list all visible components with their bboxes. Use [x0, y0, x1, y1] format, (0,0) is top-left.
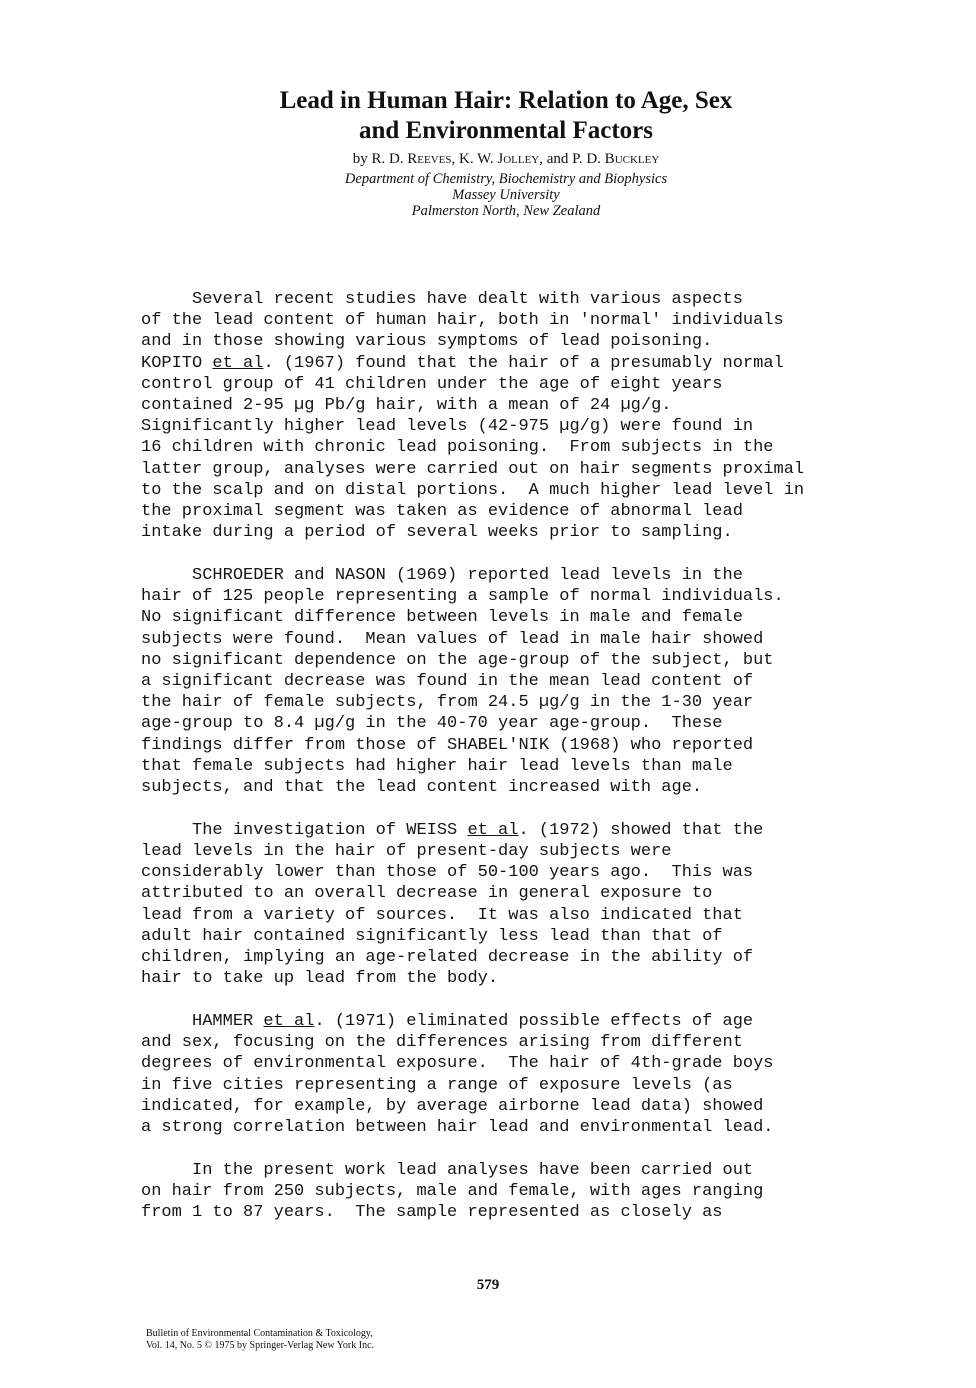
text-line: to the scalp and on distal portions. A much higher lead level in	[141, 480, 805, 500]
title-line-1: Lead in Human Hair: Relation to Age, Sex	[279, 87, 733, 114]
paragraph	[141, 1160, 921, 1224]
paragraph	[141, 289, 921, 543]
text-line: hair to take up lead from the body.	[141, 969, 499, 989]
text-line: degrees of environmental exposure. The hair of 4th-grade boys	[141, 1054, 774, 1074]
author-3: P. D. Buckley	[572, 151, 660, 167]
text-line: a significant decrease was found in the mean lead content of	[141, 672, 754, 692]
text-line: age-group to 8.4 µg/g in the 40-70 year age-group. These	[141, 714, 723, 734]
text-line: from 1 to 87 years. The sample represented as closely as	[141, 1203, 723, 1223]
author-2: K. W. Jolley	[459, 151, 540, 167]
et-al-underline: et al	[263, 1012, 315, 1032]
text-line: contained 2-95 µg Pb/g hair, with a mean of 24 µg/g.	[141, 396, 672, 416]
et-al-underline: et al	[212, 353, 264, 373]
author-separator-1: ,	[451, 151, 460, 167]
text-line: HAMMER et al. (1971) eliminated possible effects of age	[141, 1012, 754, 1032]
author-byline	[150, 150, 862, 169]
affiliation-location: Palmerston North, New Zealand	[411, 203, 601, 219]
author-1: R. D. Reeves	[371, 151, 452, 167]
text-line: attributed to an overall decrease in general exposure to	[141, 884, 713, 904]
text-line: lead from a variety of sources. It was also indicated that	[141, 905, 743, 925]
text-line: intake during a period of several weeks prior to sampling.	[141, 523, 733, 543]
text-line: Several recent studies have dealt with various aspects	[141, 290, 743, 309]
affiliation	[150, 171, 862, 219]
title-line-2: and Environmental Factors	[359, 117, 653, 144]
text-line: a strong correlation between hair lead and environmental lead.	[141, 1118, 774, 1138]
text-line: children, implying an age-related decrease in the ability of	[141, 948, 754, 968]
page-number: 579	[476, 1277, 500, 1293]
text-line: SCHROEDER and NASON (1969) reported lead levels in the	[141, 566, 743, 586]
text-line: in five cities representing a range of exposure levels (as	[141, 1075, 733, 1095]
text-line: subjects, and that the lead content increased with age.	[141, 778, 703, 798]
text-line: lead levels in the hair of present-day subjects were	[141, 842, 672, 862]
text-line: indicated, for example, by average airborne lead data) showed	[141, 1096, 764, 1116]
footer-volume: Vol. 14, No. 5 © 1975 by Springer-Verlag New York Inc.	[146, 1340, 375, 1351]
text-line: The investigation of WEISS et al. (1972) showed that the	[141, 820, 764, 840]
text-line: hair of 125 people representing a sample of normal individuals.	[141, 587, 784, 607]
body-text	[141, 289, 921, 1245]
paragraph	[141, 565, 921, 798]
text-line: and in those showing various symptoms of lead poisoning.	[141, 332, 713, 352]
text-line: the hair of female subjects, from 24.5 µg/g in the 1-30 year	[141, 693, 754, 713]
text-line: that female subjects had higher hair lead levels than male	[141, 756, 733, 776]
author-separator-2: , and	[539, 151, 573, 167]
text-line: Significantly higher lead levels (42-975 µg/g) were found in	[141, 417, 754, 437]
journal-footer	[146, 1328, 374, 1352]
text-line: findings differ from those of SHABEL'NIK (1968) who reported	[141, 735, 754, 755]
text-line: and sex, focusing on the differences arising from different	[141, 1033, 743, 1053]
text-line: No significant difference between levels in male and female	[141, 608, 743, 628]
footer-journal: Bulletin of Environmental Contamination & Toxicology,	[146, 1328, 373, 1339]
text-line: on hair from 250 subjects, male and female, with ages ranging	[141, 1182, 764, 1202]
text-line: subjects were found. Mean values of lead in male hair showed	[141, 629, 764, 649]
byline-prefix: by	[352, 151, 372, 167]
text-line: considerably lower than those of 50-100 years ago. This was	[141, 863, 754, 883]
text-line: 16 children with chronic lead poisoning. From subjects in the	[141, 438, 774, 458]
text-line: no significant dependence on the age-group of the subject, but	[141, 650, 774, 670]
paragraph	[141, 1011, 921, 1138]
affiliation-department: Department of Chemistry, Biochemistry and Biophysics	[344, 171, 668, 187]
text-line: control group of 41 children under the age of eight years	[141, 374, 723, 394]
affiliation-university: Massey University	[452, 187, 560, 203]
text-line: KOPITO et al. (1967) found that the hair of a presumably normal	[141, 353, 784, 373]
text-line: the proximal segment was taken as evidence of abnormal lead	[141, 502, 743, 522]
text-line: latter group, analyses were carried out on hair segments proximal	[141, 459, 805, 479]
text-line: adult hair contained significantly less lead than that of	[141, 926, 723, 946]
text-line: In the present work lead analyses have been carried out	[141, 1160, 754, 1180]
paragraph	[141, 820, 921, 990]
text-line: of the lead content of human hair, both in 'normal' individuals	[141, 311, 784, 331]
paper-title	[150, 86, 862, 146]
et-al-underline: et al	[467, 820, 519, 840]
